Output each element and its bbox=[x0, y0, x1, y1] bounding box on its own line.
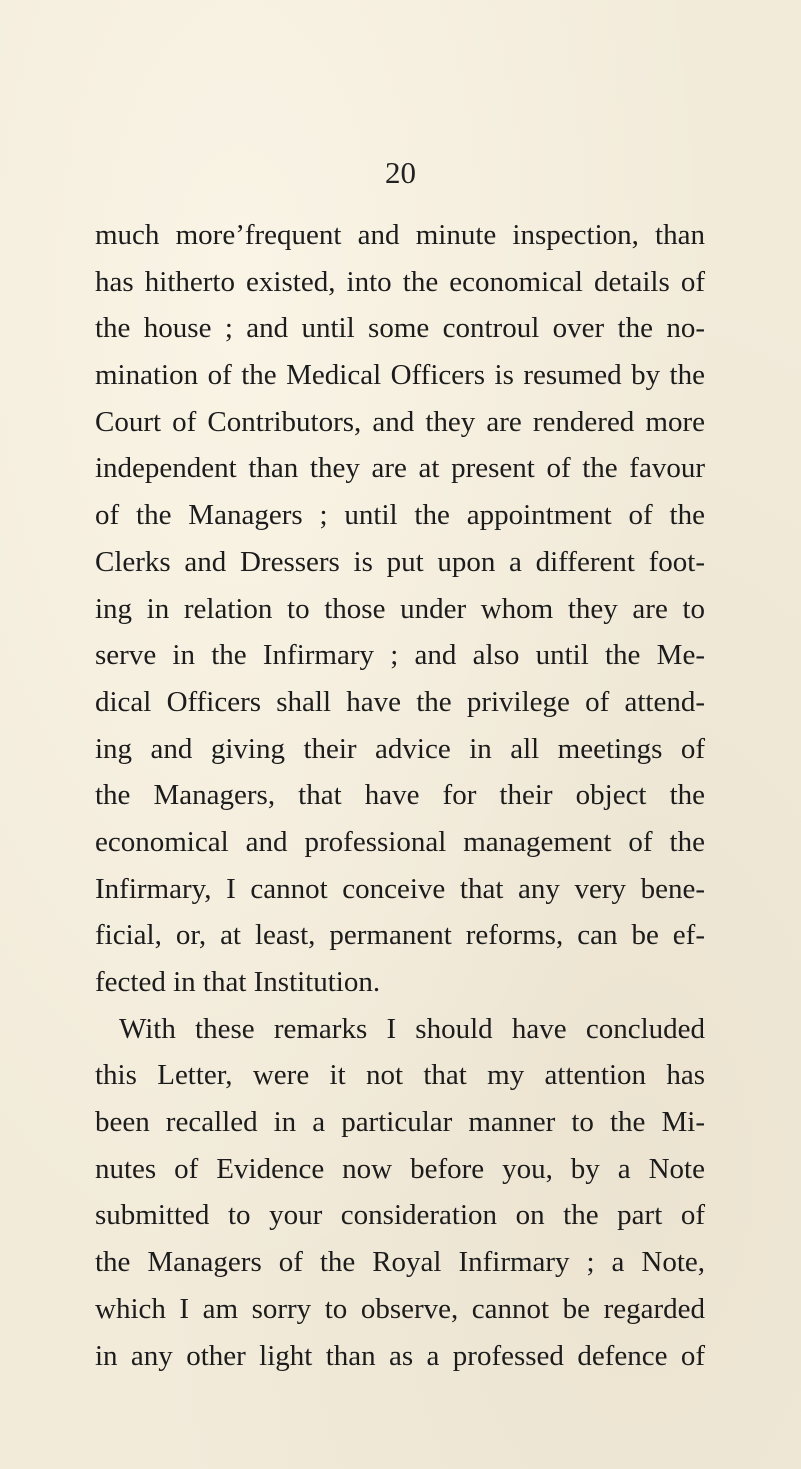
text-line: fected in that Institution. bbox=[95, 966, 381, 998]
text-line: in any other light than as a professed defence of bbox=[95, 1339, 705, 1372]
page-number: 20 bbox=[385, 155, 416, 190]
text-line: dical Officers shall have the privilege of attend- bbox=[95, 685, 705, 718]
text-line: Clerks and Dressers is put upon a different foot- bbox=[95, 545, 705, 578]
text-line: economical and professional management of the bbox=[95, 825, 705, 858]
text-line: Court of Contributors, and they are rendered more bbox=[95, 405, 705, 438]
text-line: ing in relation to those under whom they are to bbox=[95, 592, 705, 625]
text-line: the house ; and until some controul over the no- bbox=[95, 312, 705, 345]
paragraph-start-line: With these remarks I should have concluded bbox=[119, 1012, 705, 1045]
text-line: been recalled in a particular manner to the Mi- bbox=[95, 1106, 705, 1139]
text-line: independent than they are at present of the favour bbox=[95, 452, 705, 485]
text-line: ficial, or, at least, permanent reforms, can be ef- bbox=[95, 919, 705, 952]
text-line: which I am sorry to observe, cannot be regarded bbox=[95, 1292, 705, 1325]
body-text bbox=[95, 212, 705, 1379]
text-line: of the Managers ; until the appointment of the bbox=[95, 499, 705, 532]
text-line: submitted to your consideration on the part of bbox=[95, 1199, 705, 1232]
text-line: much more’frequent and minute inspection, than bbox=[95, 219, 705, 251]
text-line: the Managers, that have for their object the bbox=[95, 779, 705, 812]
text-line: serve in the Infirmary ; and also until the Me- bbox=[95, 639, 705, 672]
text-line: Infirmary, I cannot conceive that any very bene- bbox=[95, 872, 705, 905]
text-line: this Letter, were it not that my attention has bbox=[95, 1059, 705, 1092]
text-line: mination of the Medical Officers is resumed by the bbox=[95, 359, 705, 392]
text-line: ing and giving their advice in all meetings of bbox=[95, 732, 705, 765]
text-line: has hitherto existed, into the economical details of bbox=[95, 265, 705, 298]
text-line: the Managers of the Royal Infirmary ; a Note, bbox=[95, 1246, 705, 1279]
text-line: nutes of Evidence now before you, by a Note bbox=[95, 1152, 705, 1185]
